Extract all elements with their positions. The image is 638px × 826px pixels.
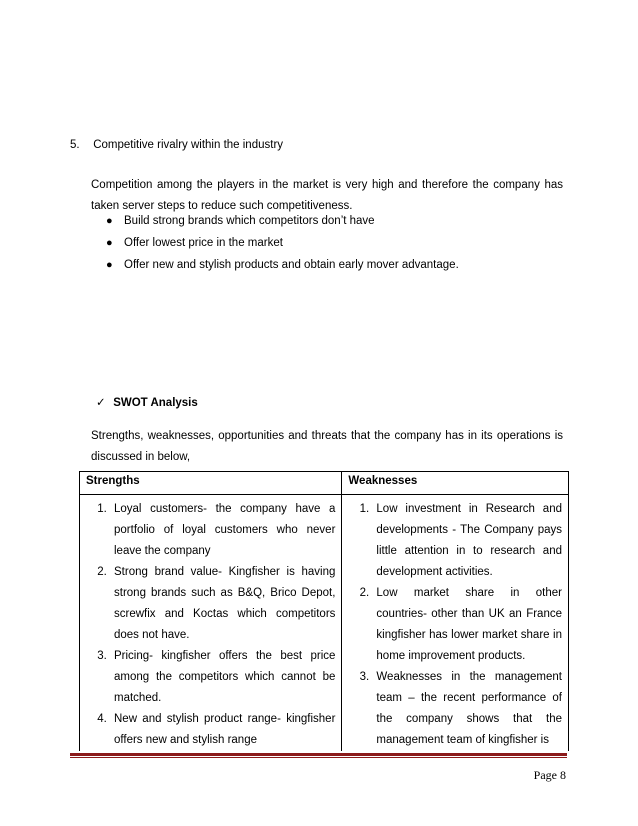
list-item <box>106 254 459 276</box>
strategy-bullet-list <box>106 210 459 276</box>
swot-heading <box>96 395 198 409</box>
list-item: 2. Low market share in other countries- other than UK an France kingfisher has lower market share in home improvement products. <box>372 583 562 667</box>
strengths-header: Strengths <box>80 472 342 495</box>
bullet-text: Build strong brands which competitors don’t have <box>124 215 375 227</box>
footer-rule-thin <box>70 757 567 758</box>
table-row <box>80 495 569 752</box>
list-item: 1. Loyal customers- the company have a portfolio of loyal customers who never leave the company <box>110 499 335 562</box>
section-title: Competitive rivalry within the industry <box>93 139 284 151</box>
list-item <box>106 232 459 254</box>
list-item <box>106 210 459 232</box>
bullet-text: Offer new and stylish products and obtain early mover advantage. <box>124 259 459 271</box>
bullet-icon: ● <box>106 215 113 227</box>
list-item: 2. Strong brand value- Kingfisher is having strong brands such as B&Q, Brico Depot, screwfix and Koctas which competitors does not have. <box>110 562 335 646</box>
section-number: 5. <box>70 139 80 151</box>
list-item: 3. Weaknesses in the management team – the recent performance of the company shows that the management team of kingfisher is <box>372 667 562 751</box>
competition-paragraph: Competition among the players in the market is very high and therefore the company has taken server steps to reduce such competitiveness. <box>91 179 563 212</box>
swot-intro-paragraph: Strengths, weaknesses, opportunities and threats that the company has in its operations is discussed in below, <box>91 430 563 463</box>
weaknesses-header: Weaknesses <box>342 472 569 495</box>
section-heading <box>70 139 283 151</box>
footer-rule <box>70 753 567 756</box>
list-item: 4. New and stylish product range- kingfisher offers new and stylish range <box>110 709 335 751</box>
list-item: 3. Pricing- kingfisher offers the best price among the competitors which cannot be matched. <box>110 646 335 709</box>
strengths-list <box>86 499 335 751</box>
bullet-icon: ● <box>106 237 113 249</box>
list-item: 1. Low investment in Research and developments - The Company pays little attention in to research and development activities. <box>372 499 562 583</box>
weaknesses-list <box>348 499 562 751</box>
swot-heading-text: SWOT Analysis <box>113 397 198 409</box>
swot-table <box>79 471 569 751</box>
bullet-text: Offer lowest price in the market <box>124 237 283 249</box>
strengths-cell <box>80 495 342 752</box>
bullet-icon: ● <box>106 259 113 271</box>
page-number: Page 8 <box>533 768 566 782</box>
table-header-row <box>80 472 569 495</box>
checkmark-icon: ✓ <box>96 397 106 409</box>
weaknesses-cell <box>342 495 569 752</box>
